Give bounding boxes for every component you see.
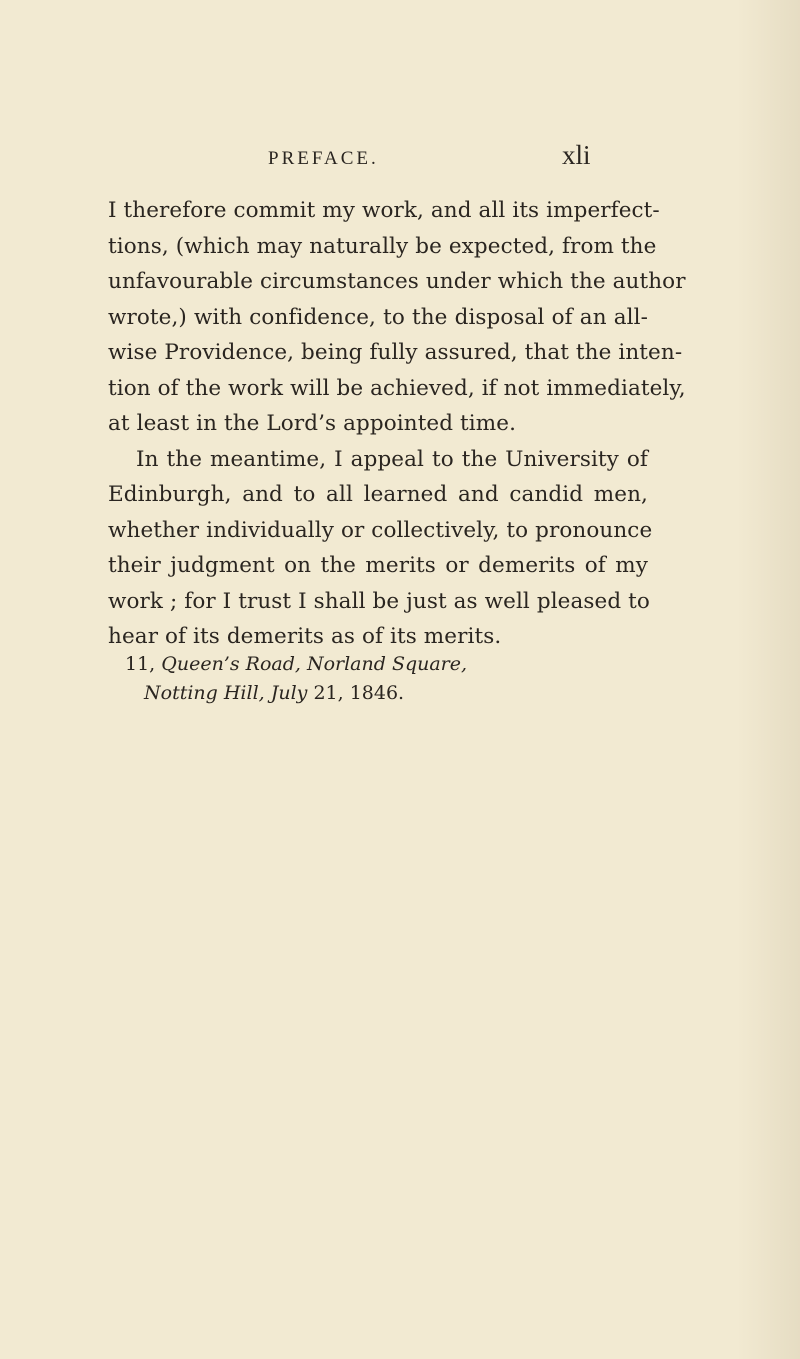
running-title: PREFACE.	[268, 148, 379, 169]
page-number: xli	[562, 140, 591, 170]
address-line	[125, 650, 545, 679]
paragraph-1	[108, 193, 686, 442]
text-line: wrote,) with confidence, to the disposal of an all-	[108, 304, 648, 330]
text-line: Edinburgh, and to all learned and candid men,	[108, 482, 648, 507]
date: 21, 1846.	[307, 682, 405, 704]
text-line: at least in the Lord’s appointed time.	[108, 411, 517, 436]
text-line: their judgment on the merits or demerits of my	[108, 553, 648, 578]
text-line: wise Providence, being fully assured, that the inten-	[108, 340, 683, 365]
text-line: hear of its demerits as of its merits.	[108, 624, 502, 649]
text-line: tions, (which may naturally be expected, from the	[108, 233, 657, 259]
text-line: tion of the work will be achieved, if not immediately,	[108, 375, 686, 401]
place-date-line	[125, 679, 545, 708]
signature-address	[125, 650, 545, 708]
place-name: Notting Hill, July	[144, 682, 308, 704]
body-text	[108, 193, 686, 655]
text-line: In the meantime, I appeal to the University of	[136, 446, 648, 472]
street-name: Queen’s Road, Norland Square,	[161, 653, 468, 675]
street-number: 11,	[125, 653, 162, 675]
text-line: unfavourable circumstances under which the author	[108, 269, 686, 294]
text-line: I therefore commit my work, and all its imperfect-	[108, 198, 660, 223]
running-head	[0, 138, 800, 178]
paragraph-2	[108, 442, 653, 655]
text-line: work ; for I trust I shall be just as well pleased to	[108, 588, 650, 614]
text-line: whether individually or collectively, to pronounce	[108, 517, 653, 543]
